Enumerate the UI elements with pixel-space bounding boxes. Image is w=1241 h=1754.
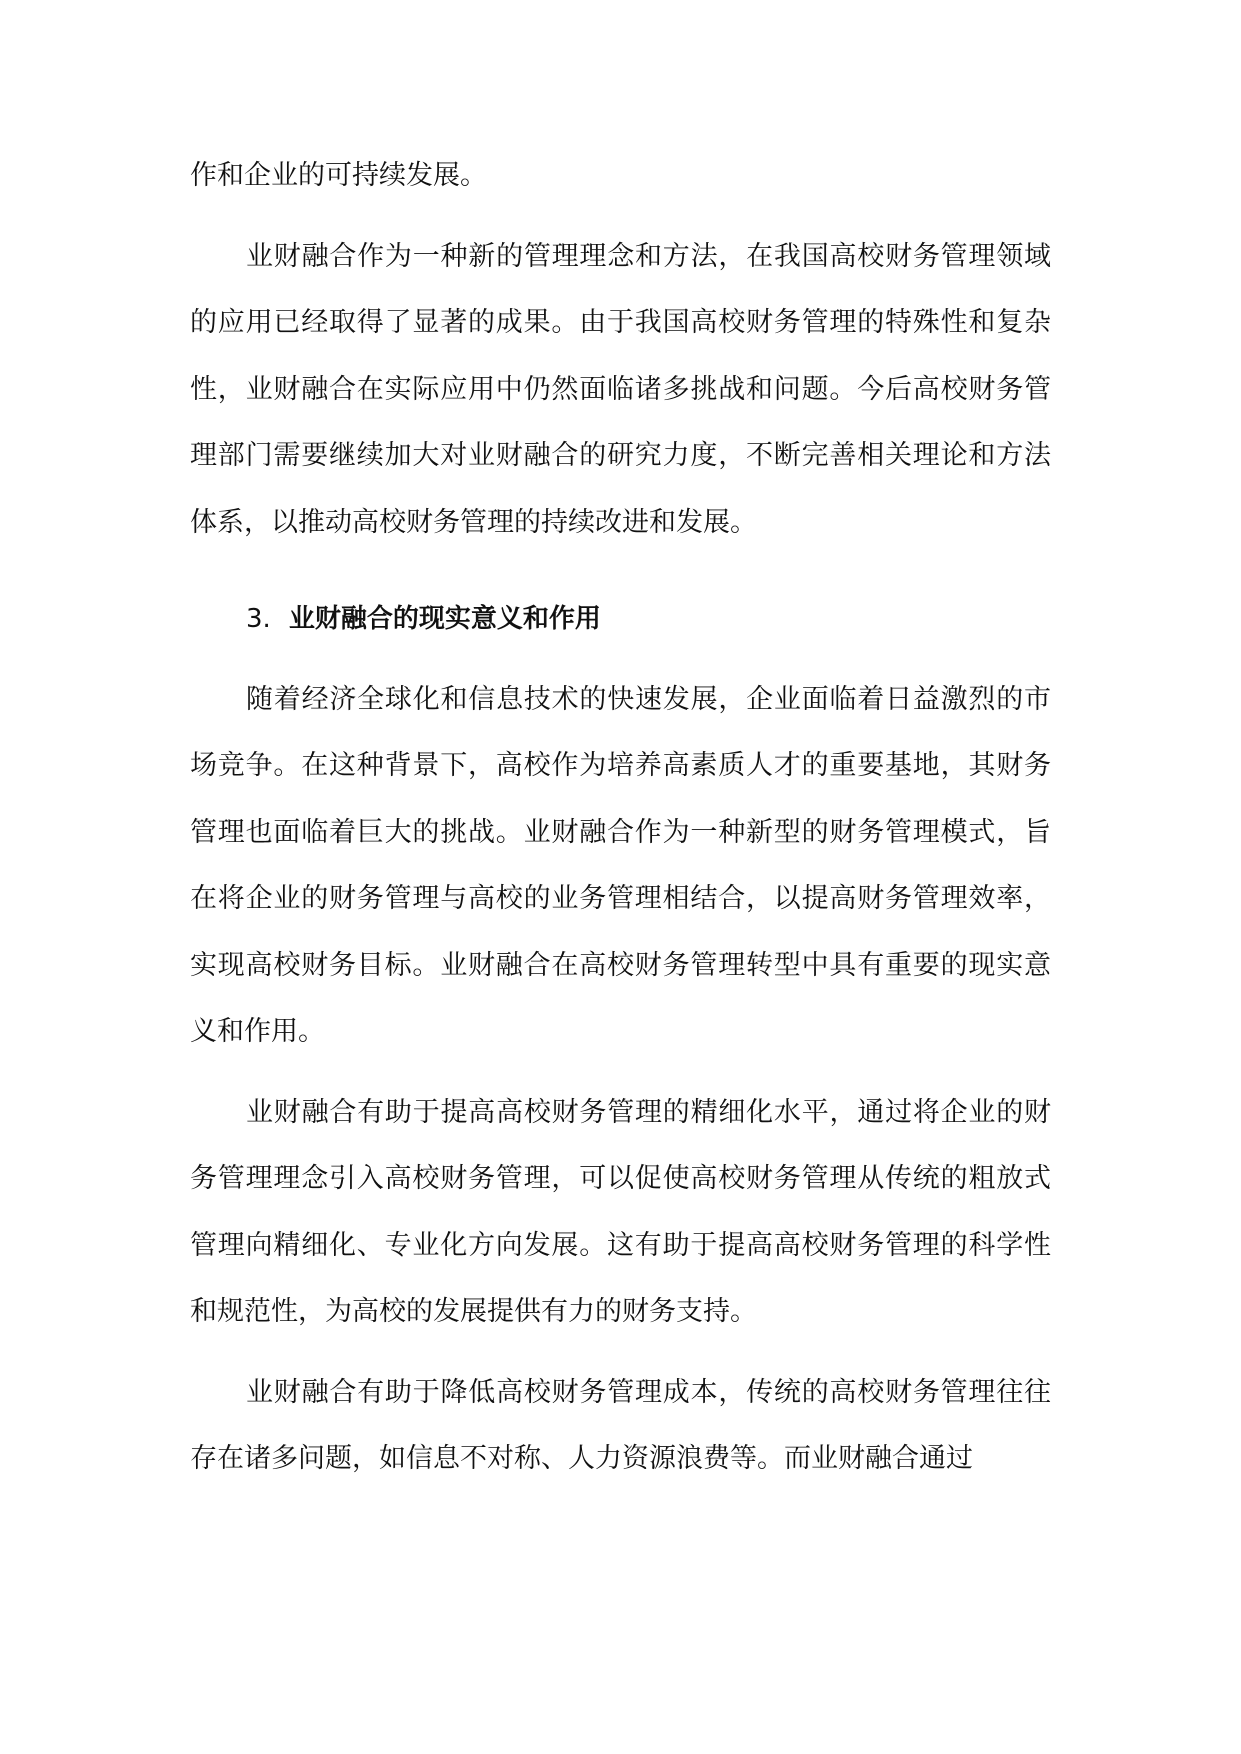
paragraph-summary: 业财融合作为一种新的管理理念和方法，在我国高校财务管理领域的应用已经取得了显著的成果。由于我国高校财务管理的特殊性和复杂性，业财融合在实际应用中仍然面临诸多挑战和问题。今后高校财务管理部门需要继续加大对业财融合的研究力度，不断完善相关理论和方法体系，以推动高校财务管理的持续改进和发展。 [190,240,1051,538]
document-body [190,143,1051,1507]
paragraph-continuation: 作和企业的可持续发展。 [190,160,487,191]
paragraph-cost-reduction: 业财融合有助于降低高校财务管理成本，传统的高校财务管理往往存在诸多问题，如信息不对称、人力资源浪费等。而业财融合通过 [190,1376,1051,1474]
section-heading [190,586,1051,653]
paragraph-refinement: 业财融合有助于提高高校财务管理的精细化水平，通过将企业的财务管理理念引入高校财务管理，可以促使高校财务管理从传统的粗放式管理向精细化、专业化方向发展。这有助于提高高校财务管理的科学性和规范性，为高校的发展提供有力的财务支持。 [190,1096,1051,1327]
paragraph-background: 随着经济全球化和信息技术的快速发展，企业面临着日益激烈的市场竞争。在这种背景下，高校作为培养高素质人才的重要基地，其财务管理也面临着巨大的挑战。业财融合作为一种新型的财务管理模式，旨在将企业的财务管理与高校的业务管理相结合，以提高财务管理效率，实现高校财务目标。业财融合在高校财务管理转型中具有重要的现实意义和作用。 [190,683,1051,1047]
section-title: 业财融合的现实意义和作用 [288,604,601,634]
section-number: 3. [246,604,271,634]
